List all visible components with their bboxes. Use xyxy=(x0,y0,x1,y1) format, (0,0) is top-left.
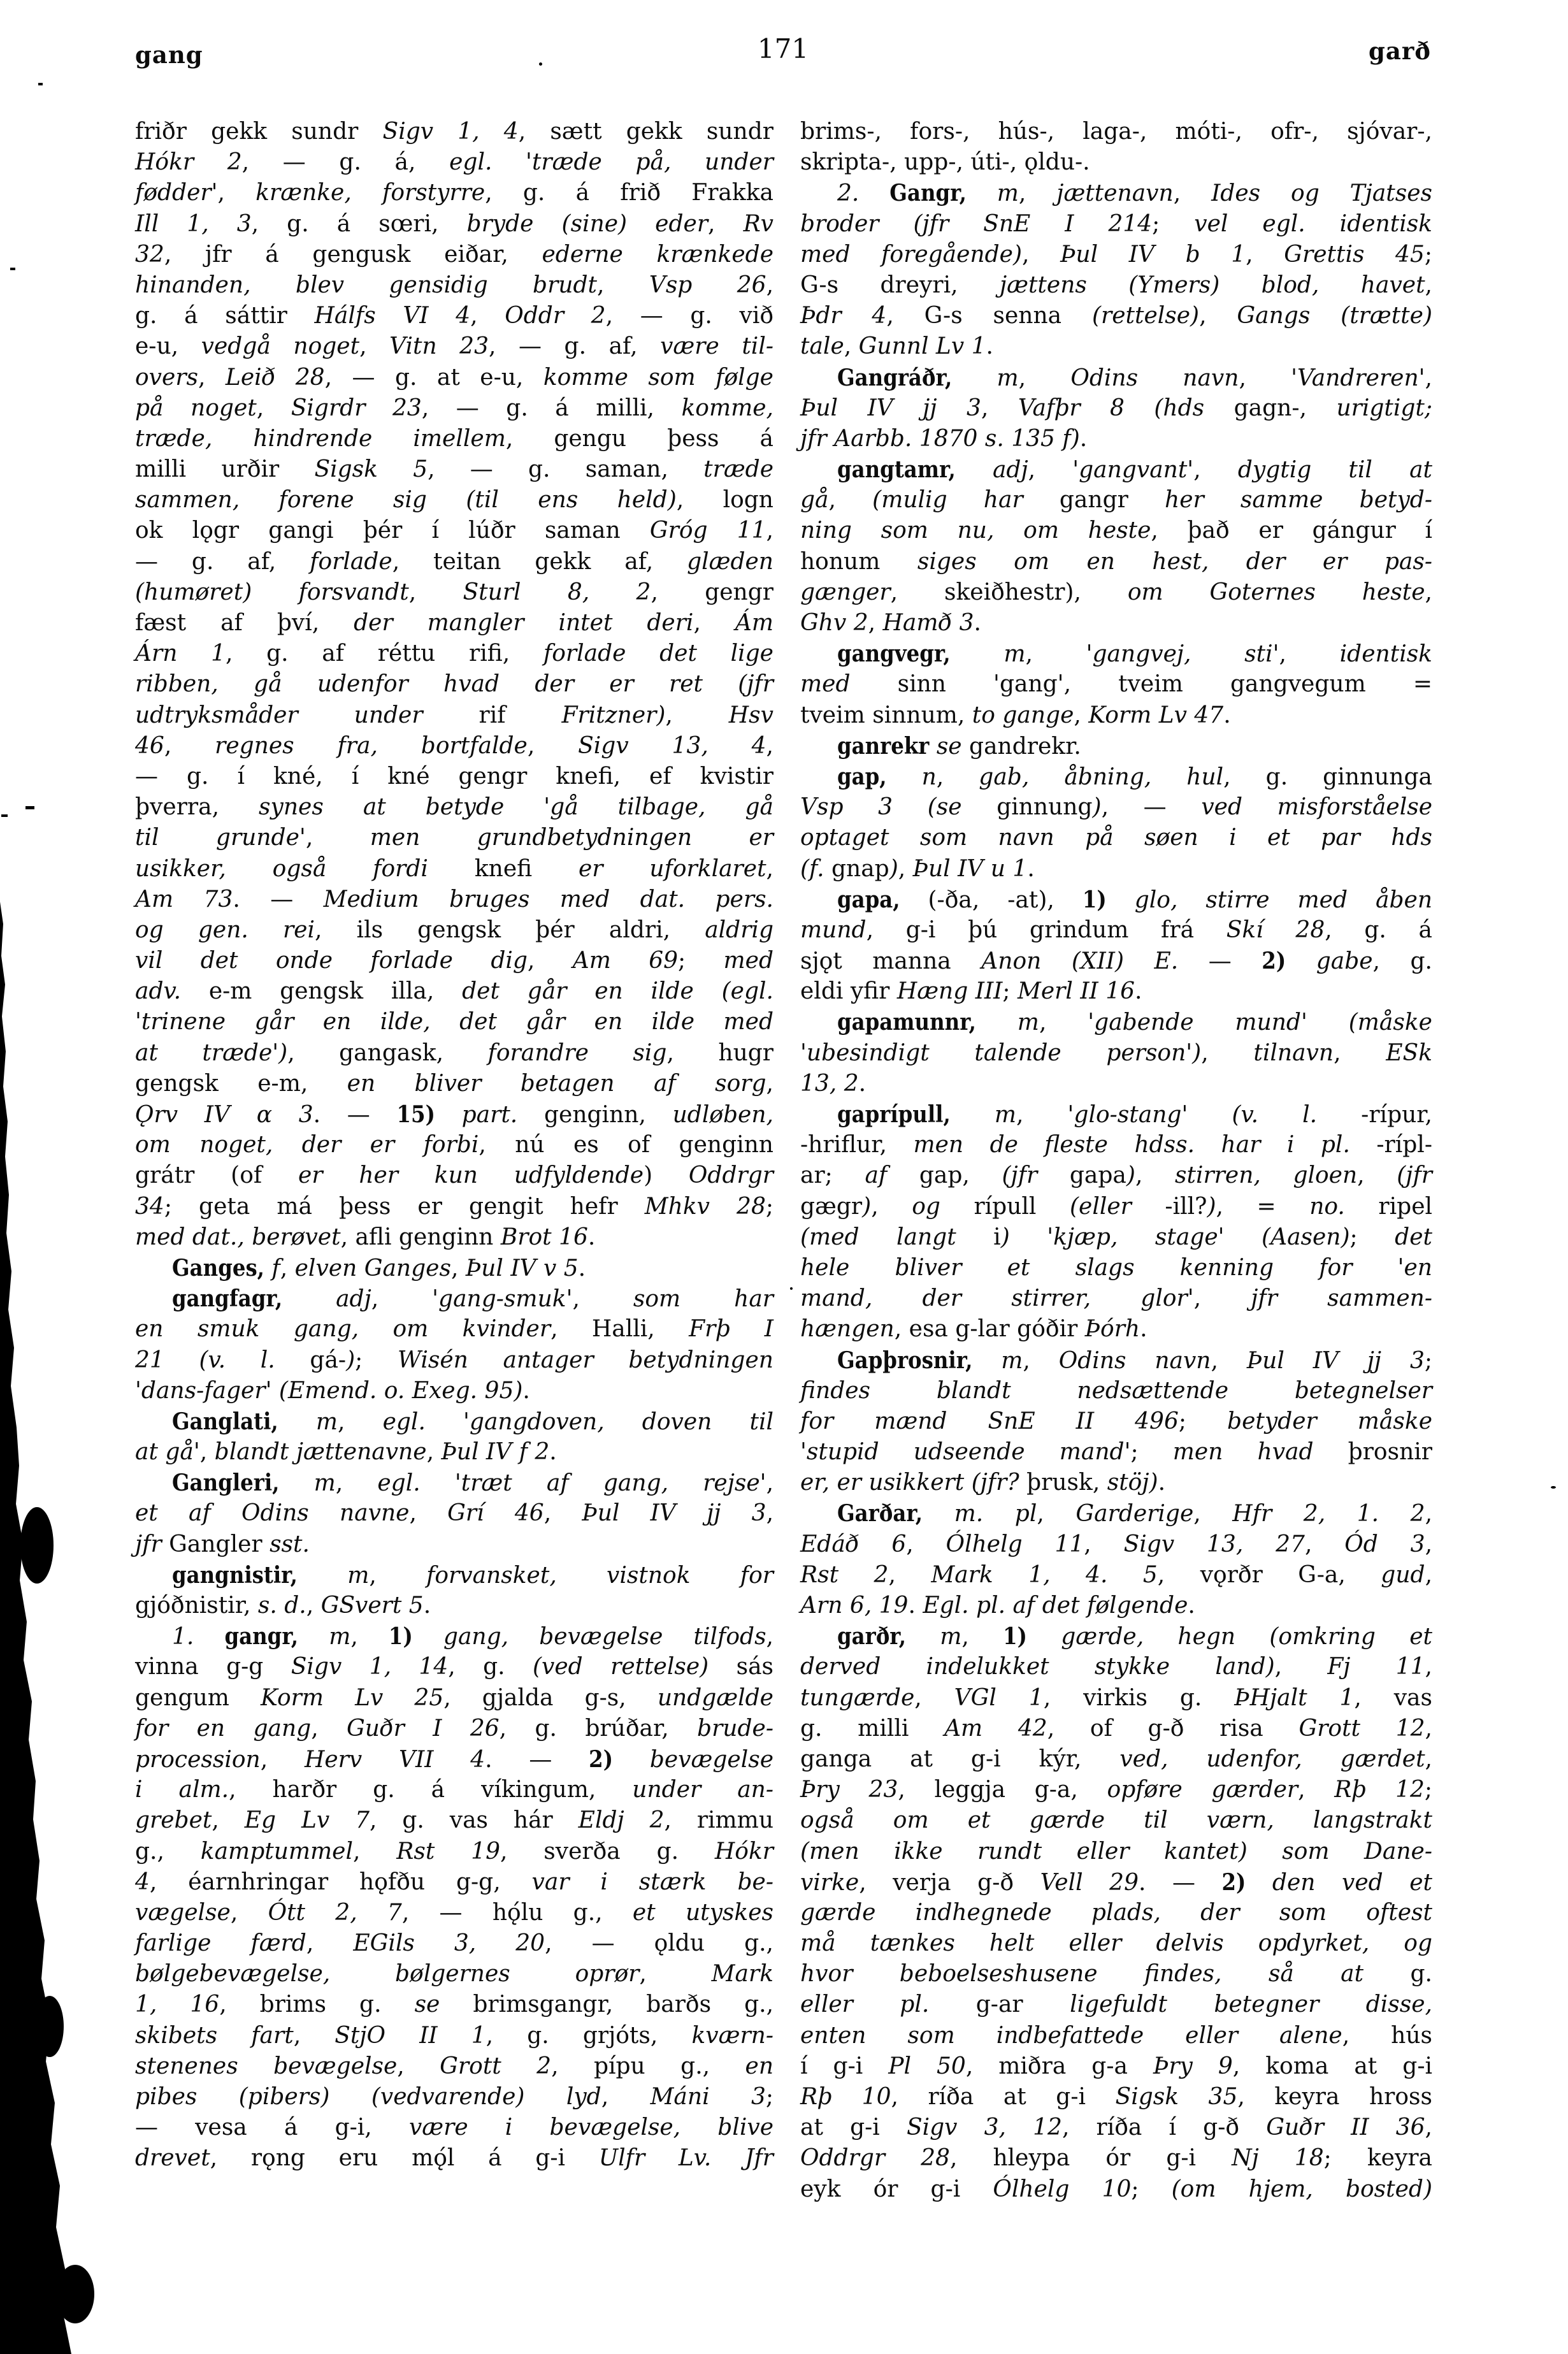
text-line: til grunde', men grundbetydningen er xyxy=(135,825,774,851)
text-line: skripta-, upp-, úti-, ǫldu-. xyxy=(800,149,1090,176)
text-line: þverra, synes at betyde 'gå tilbage, gå xyxy=(135,794,773,821)
text-line: eldi yfir Hæng III; Merl II 16. xyxy=(800,978,1142,1005)
text-line: garðr, m, 1) gærde, hegn (omkring et xyxy=(837,1623,1432,1650)
header-keyword-right: garð xyxy=(1368,37,1431,65)
text-line: findes blandt nedsættende betegnelser xyxy=(800,1377,1432,1404)
left-column xyxy=(135,117,773,2174)
text-line: g. á sáttir Hálfs VI 4, Oddr 2, — g. við xyxy=(135,303,774,329)
text-line: brims-, fors-, hús-, laga-, móti-, ofr-, sjóvar-, xyxy=(800,119,1432,145)
text-line: — g. af, forlade, teitan gekk af, glæden xyxy=(135,548,773,575)
text-line: gærde indhegnede plads, der som oftest xyxy=(800,1899,1432,1926)
text-line: eyk ór g-i Ólhelg 10; (om hjem, bosted) xyxy=(800,2176,1433,2202)
text-line: (humøret) forsvandt, Sturl 8, 2, gengr xyxy=(135,579,773,605)
text-line: sjǫt manna Anon (XII) E. — 2) gabe, g. xyxy=(800,948,1432,975)
text-line: ganrekr se gandrekr. xyxy=(837,732,1081,760)
text-line: overs, Leið 28, — g. at e-u, komme som følge xyxy=(135,364,773,391)
text-line: vinna g-g Sigv 1, 14, g. (ved rettelse) sás xyxy=(135,1654,774,1680)
text-line: virke, verja g-ð Vell 29. — 2) den ved et xyxy=(800,1868,1432,1896)
text-line: at træde'), gangask, forandre sig, hugr xyxy=(135,1039,774,1066)
text-line: ning som nu, om heste, það er gángur í xyxy=(800,517,1432,544)
text-line: jfr Aarbb. 1870 s. 135 f). xyxy=(800,425,1088,452)
text-line: Ill 1, 3, g. á sœri, bryde (sine) eder, Rv xyxy=(135,210,774,237)
text-line: mand, der stirrer, glor', jfr sammen- xyxy=(800,1285,1432,1312)
text-line: gangfagr, adj, 'gang-smuk', som har xyxy=(172,1285,773,1313)
text-line: gjóðnistir, s. d., GSvert 5. xyxy=(135,1592,431,1619)
text-line: Vsp 3 (se ginnung), — ved misforståelse xyxy=(800,794,1432,821)
text-line: gægr), og rípull (eller -ill?), = no. ripel xyxy=(800,1193,1433,1220)
text-line: vil det onde forlade dig, Am 69; med xyxy=(135,948,773,974)
text-line: med sinn 'gang', tveim gangvegum = xyxy=(800,671,1432,698)
text-line: hvor beboelseshusene findes, så at g. xyxy=(800,1961,1432,1988)
text-line: ar; af gap, (jfr gapa), stirren, gloen, (jfr xyxy=(800,1162,1432,1189)
text-line: (med langt i) 'kjæp, stage' (Aasen); det xyxy=(800,1224,1432,1250)
text-line: om noget, der er forbi, nú es of genginn xyxy=(135,1132,773,1159)
text-line: Ghv 2, Hamð 3. xyxy=(800,610,981,636)
text-line: skibets fart, StjO II 1, g. grjóts, kværn- xyxy=(135,2022,774,2049)
text-line: Am 73. — Medium bruges med dat. pers. xyxy=(135,886,773,913)
text-line: fæst af því, der mangler intet deri, Ám xyxy=(135,610,774,636)
text-line: gengum Korm Lv 25, gjalda g-s, undgælde xyxy=(135,1684,773,1711)
text-line: gapa, (-ða, -at), 1) glo, stirre med åben xyxy=(837,886,1433,913)
ink-speck xyxy=(790,1287,793,1290)
text-line: træde, hindrende imellem, gengu þess á xyxy=(135,425,773,452)
text-line: Gapþrosnir, m, Odins navn, Þul IV jj 3; xyxy=(837,1347,1432,1374)
text-line: må tænkes helt eller delvis opdyrket, og xyxy=(800,1930,1432,1957)
text-line: e-u, vedgå noget, Vitn 23, — g. af, være til- xyxy=(135,333,773,360)
text-line: grebet, Eg Lv 7, g. vas hár Eldj 2, rimmu xyxy=(135,1807,774,1834)
text-line: procession, Herv VII 4. — 2) bevægelse xyxy=(135,1745,773,1773)
text-line: et af Odins navne, Grí 46, Þul IV jj 3, xyxy=(135,1500,774,1527)
text-line: Ganges, f, elven Ganges, Þul IV v 5. xyxy=(172,1254,586,1282)
text-line: 'dans-fager' (Emend. o. Exeg. 95). xyxy=(135,1377,530,1404)
text-line: gengsk e-m, en bliver betagen af sorg, xyxy=(135,1070,773,1097)
text-line: drevet, rǫng eru mǫ́l á g-i Ulfr Lv. Jfr xyxy=(135,2145,773,2172)
text-line: g., kamptummel, Rst 19, sverða g. Hókr xyxy=(135,1838,773,1865)
text-line: í g-i Pl 50, miðra g-a Þry 9, koma at g-i xyxy=(800,2053,1432,2079)
text-line: milli urðir Sigsk 5, — g. saman, træde xyxy=(135,456,774,483)
text-line: -hriflur, men de fleste hdss. har i pl. -rípl- xyxy=(800,1132,1432,1159)
text-line: Oddrgr 28, hleypa ór g-i Nj 18; keyra xyxy=(800,2145,1432,2172)
text-line: jfr Gangler sst. xyxy=(135,1531,310,1557)
text-line: friðr gekk sundr Sigv 1, 4, sætt gekk sundr xyxy=(135,119,773,145)
text-line: usikker, også fordi knefi er uforklaret, xyxy=(135,855,773,882)
text-line: 21 (v. l. gá-); Wisén antager betydningen xyxy=(135,1347,773,1373)
text-line: for mænd SnE II 496; betyder måske xyxy=(800,1408,1432,1434)
text-line: hele bliver et slags kenning for 'en xyxy=(800,1254,1432,1281)
text-line: at g-i Sigv 3, 12, ríða í g-ð Guðr II 36, xyxy=(800,2114,1432,2141)
page-number: 171 xyxy=(757,33,809,64)
text-line: — g. í kné, í kné gengr knefi, ef kvistir xyxy=(135,763,773,790)
running-head xyxy=(135,33,1431,71)
text-line: pibes (pibers) (vedvarende) lyd, Máni 3; xyxy=(135,2084,774,2110)
text-line: en smuk gang, om kvinder, Halli, Frþ I xyxy=(135,1316,774,1343)
text-line: også om et gærde til værn, langstrakt xyxy=(800,1807,1432,1834)
text-line: vægelse, Ótt 2, 7, — hǫ́lu g., et utyskes xyxy=(135,1899,773,1926)
text-line: Ǫrv IV α 3. — 15) part. genginn, udløben, xyxy=(135,1101,773,1128)
text-line: mund, g-i þú grindum frá Skí 28, g. á xyxy=(800,916,1433,943)
text-line: (f. gnap), Þul IV u 1. xyxy=(800,855,1035,882)
text-line: for en gang, Guðr I 26, g. brúðar, brude- xyxy=(135,1715,773,1742)
text-line: at gå', blandt jættenavne, Þul IV f 2. xyxy=(135,1439,557,1466)
text-line: fødder', krænke, forstyrre, g. á frið Frakka xyxy=(135,180,773,206)
text-line: 32, jfr á gengusk eiðar, ederne krænkede xyxy=(135,241,774,268)
text-line: og gen. rei, ils gengsk þér aldri, aldrig xyxy=(135,916,773,943)
text-line: grátr (of er her kun udfyldende) Oddrgr xyxy=(135,1162,773,1189)
text-line: — vesa á g-i, være i bevægelse, blive xyxy=(135,2114,774,2141)
text-line: gå, (mulig har gangr her samme betyd- xyxy=(800,487,1433,514)
text-line: gangtamr, adj, 'gangvant', dygtig til at xyxy=(837,456,1433,484)
text-line: med foregående), Þul IV b 1, Grettis 45; xyxy=(800,241,1432,268)
text-line: Garðar, m. pl, Garderige, Hfr 2, 1. 2, xyxy=(837,1500,1433,1527)
text-line: ganga at g-i kýr, ved, udenfor, gærdet, xyxy=(800,1745,1432,1772)
text-line: (men ikke rundt eller kantet) som Dane- xyxy=(800,1838,1432,1865)
text-line: Árn 1, g. af réttu rifi, forlade det lige xyxy=(135,640,773,667)
text-line: 'trinene går en ilde, det går en ilde med xyxy=(135,1009,773,1036)
text-line: Gangráðr, m, Odins navn, 'Vandreren', xyxy=(837,364,1432,391)
text-line: Þry 23, leggja g-a, opføre gærder, Rþ 12; xyxy=(800,1777,1433,1803)
header-keyword-left: gang xyxy=(135,41,203,69)
text-line: Hókr 2, — g. á, egl. 'træde på, under xyxy=(135,149,773,176)
text-line: tungærde, VGl 1, virkis g. ÞHjalt 1, vas xyxy=(800,1684,1432,1711)
text-line: gænger, skeiðhestr), om Goternes heste, xyxy=(800,579,1432,605)
text-line: 'ubesindigt talende person'), tilnavn, ESk xyxy=(800,1039,1433,1066)
ink-speck xyxy=(539,62,542,66)
text-line: sammen, forene sig (til ens held), logn xyxy=(135,487,773,514)
text-line: derved indelukket stykke land), Fj 11, xyxy=(800,1654,1432,1680)
text-line: Rþ 10, ríða at g-i Sigsk 35, keyra hross xyxy=(800,2084,1433,2110)
text-line: G-s dreyri, jættens (Ymers) blod, havet, xyxy=(800,271,1432,298)
text-line: bølgebevægelse, bølgernes oprør, Mark xyxy=(135,1961,774,1988)
text-line: eller pl. g-ar ligefuldt betegner disse, xyxy=(800,1991,1432,2018)
text-line: 2. Gangr, m, jættenavn, Ides og Tjatses xyxy=(837,180,1433,207)
text-line: tveim sinnum, to gange, Korm Lv 47. xyxy=(800,702,1231,728)
text-line: Gangleri, m, egl. 'træt af gang, rejse', xyxy=(172,1469,774,1497)
text-line: farlige færd, EGils 3, 20, — ǫldu g., xyxy=(135,1930,773,1957)
text-line: gangnistir, m, forvansket, vistnok for xyxy=(172,1561,773,1589)
text-line: Þdr 4, G-s senna (rettelse), Gangs (trætte) xyxy=(800,303,1432,329)
text-line: hinanden, blev gensidig brudt, Vsp 26, xyxy=(135,271,774,298)
text-line: Arn 6, 19. Egl. pl. af det følgende. xyxy=(800,1592,1195,1619)
text-line: 1, 16, brims g. se brimsgangr, barðs g., xyxy=(135,1991,774,2018)
text-line: g. milli Am 42, of g-ð risa Grott 12, xyxy=(800,1715,1432,1742)
text-line: 34; geta má þess er gengit hefr Mhkv 28; xyxy=(135,1193,773,1220)
text-line: enten som indbefattede eller alene, hús xyxy=(800,2022,1433,2049)
text-line: i alm., harðr g. á víkingum, under an- xyxy=(135,1777,774,1803)
text-line: Ganglati, m, egl. 'gangdoven, doven til xyxy=(172,1408,773,1435)
text-line: 46, regnes fra, bortfalde, Sigv 13, 4, xyxy=(135,732,773,759)
text-line: stenenes bevægelse, Grott 2, pípu g., en xyxy=(135,2053,774,2079)
text-line: Edáð 6, Ólhelg 11, Sigv 13, 27, Ód 3, xyxy=(800,1531,1433,1557)
text-line: 13, 2. xyxy=(800,1070,867,1097)
text-line: hængen, esa g-lar góðir Þórh. xyxy=(800,1316,1147,1343)
ink-speck xyxy=(1551,1486,1556,1489)
right-column xyxy=(800,117,1432,2205)
text-line: med dat., berøvet, afli genginn Brot 16. xyxy=(135,1224,596,1250)
text-line: 1. gangr, m, 1) gang, bevægelse tilfods, xyxy=(172,1623,773,1650)
text-line: gangvegr, m, 'gangvej, sti', identisk xyxy=(837,640,1432,668)
text-line: ok lǫgr gangi þér í lúðr saman Gróg 11, xyxy=(135,517,773,544)
text-line: 'stupid udseende mand'; men hvad þrosnir xyxy=(800,1439,1432,1466)
text-line: broder (jfr SnE I 214; vel egl. identisk xyxy=(800,210,1432,237)
text-line: på noget, Sigrdr 23, — g. á milli, komme, xyxy=(135,394,773,421)
text-line: er, er usikkert (jfr? þrusk, stöj). xyxy=(800,1469,1166,1496)
text-line: tale, Gunnl Lv 1. xyxy=(800,333,993,360)
text-line: Rst 2, Mark 1, 4. 5, vǫrðr G-a, gud, xyxy=(800,1561,1433,1588)
text-line: ribben, gå udenfor hvad der er ret (jfr xyxy=(135,671,773,698)
text-line: adv. e-m gengsk illa, det går en ilde (egl. xyxy=(135,978,773,1005)
text-line: 4, éarnhringar hǫfðu g-g, var i stærk be- xyxy=(135,1868,773,1895)
text-line: Þul IV jj 3, Vafþr 8 (hds gagn-, urigtigt; xyxy=(800,394,1433,421)
text-line: optaget som navn på søen i et par hds xyxy=(800,825,1432,851)
text-line: gap, n, gab, åbning, hul, g. ginnunga xyxy=(837,763,1432,790)
text-line: honum siges om en hest, der er pas- xyxy=(800,548,1432,575)
text-line: gapamunnr, m, 'gabende mund' (måske xyxy=(837,1009,1432,1036)
text-line: gaprípull, m, 'glo-stang' (v. l. -rípur, xyxy=(837,1101,1432,1128)
text-line: udtryksmåder under rif Fritzner), Hsv xyxy=(135,702,773,728)
